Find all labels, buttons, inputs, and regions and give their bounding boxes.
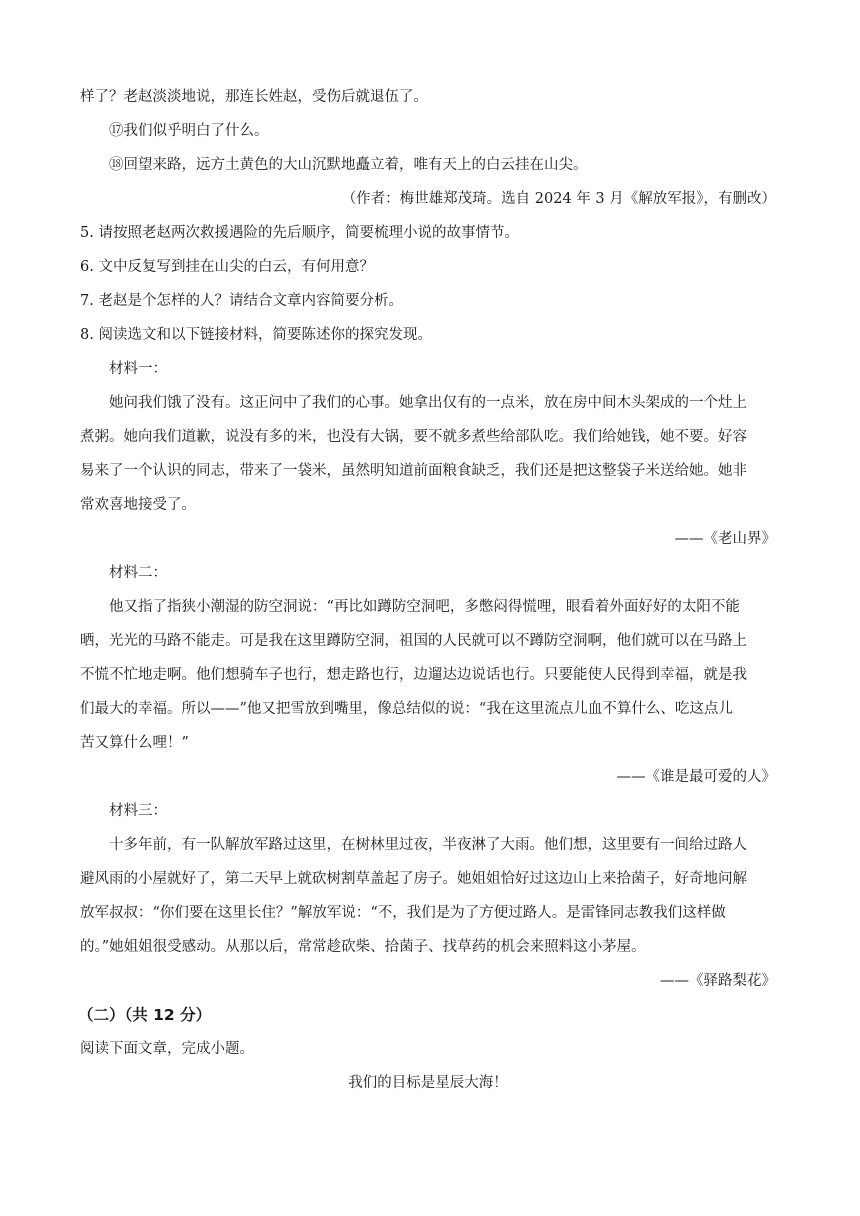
- material-2-source: ——《谁是最可爱的人》: [616, 769, 776, 785]
- material-2-line: 不慌不忙地走啊。他们想骑车子也行，想走路也行，边遛达边说话也行。只要能使人民得到幸福，就是我: [80, 667, 747, 683]
- question-5: 5. 请按照老赵两次救援遇险的先后顺序，简要梳理小说的故事情节。: [80, 225, 519, 241]
- material-1-line: 常欢喜地接受了。: [80, 497, 196, 513]
- material-2-line: 苦又算什么哩！”: [80, 735, 189, 751]
- source-attribution: （作者：梅世雄郑茂琦。选自 2024 年 3 月《解放军报》，有删改）: [341, 191, 776, 207]
- material-2-heading: 材料二：: [109, 565, 167, 581]
- material-3-line: 的。”她姐姐很受感动。从那以后，常常趁砍柴、拾菌子、找草药的机会来照料这小茅屋。: [80, 939, 646, 955]
- material-3-line: 十多年前，有一队解放军路过这里，在树林里过夜，半夜淋了大雨。他们想，这里要有一间给过路人: [109, 837, 747, 853]
- section-2-instruction: 阅读下面文章，完成小题。: [80, 1041, 254, 1057]
- material-3-line: 放军叔叔：“你们要在这里长住？”解放军说：“不，我们是为了方便过路人。是雷锋同志教我们这样做: [80, 905, 726, 921]
- material-2-line: 们最大的幸福。所以——”他又把雪放到嘴里，像总结似的说：“我在这里流点儿血不算什么、吃这点儿: [80, 701, 733, 717]
- material-1-line: 易来了一个认识的同志，带来了一袋米，虽然明知道前面粮食缺乏，我们还是把这整袋子米送给她。她非: [80, 463, 747, 479]
- material-3-source: ——《驿路梨花》: [660, 973, 776, 989]
- section-2-heading: （二）（共 12 分）: [78, 1006, 212, 1024]
- material-1-source: ——《老山界》: [674, 531, 776, 547]
- material-2-line: 晒，光光的马路不能走。可是我在这里蹲防空洞，祖国的人民就可以不蹲防空洞啊，他们就可以在马路上: [80, 633, 747, 649]
- question-8: 8. 阅读选文和以下链接材料，简要陈述你的探究发现。: [80, 327, 432, 343]
- article-title: 我们的目标是星辰大海！: [348, 1075, 508, 1091]
- question-7: 7. 老赵是个怎样的人？请结合文章内容简要分析。: [80, 293, 403, 309]
- question-6: 6. 文中反复写到挂在山尖的白云，有何用意？: [80, 259, 374, 275]
- material-2-line: 他又指了指狭小潮湿的防空洞说：“再比如蹲防空洞吧，多憋闷得慌哩，眼看着外面好好的太阳不能: [109, 599, 740, 615]
- story-text-line: 样了？老赵淡淡地说，那连长姓赵，受伤后就退伍了。: [80, 89, 428, 105]
- material-1-heading: 材料一：: [109, 361, 167, 377]
- material-3-line: 避风雨的小屋就好了，第二天早上就砍树割草盖起了房子。她姐姐恰好过这边山上来拾菌子，好奇地问解: [80, 871, 747, 887]
- paragraph-17: ⑰我们似乎明白了什么。: [109, 123, 269, 139]
- material-1-line: 她问我们饿了没有。这正问中了我们的心事。她拿出仅有的一点米，放在房中间木头架成的一个灶上: [109, 395, 747, 411]
- material-1-line: 煮粥。她向我们道歉，说没有多的米，也没有大锅，要不就多煮些给部队吃。我们给她钱，她不要。好容: [80, 429, 747, 445]
- material-3-heading: 材料三：: [109, 803, 167, 819]
- paragraph-18: ⑱回望来路，远方土黄色的大山沉默地矗立着，唯有天上的白云挂在山尖。: [109, 157, 588, 173]
